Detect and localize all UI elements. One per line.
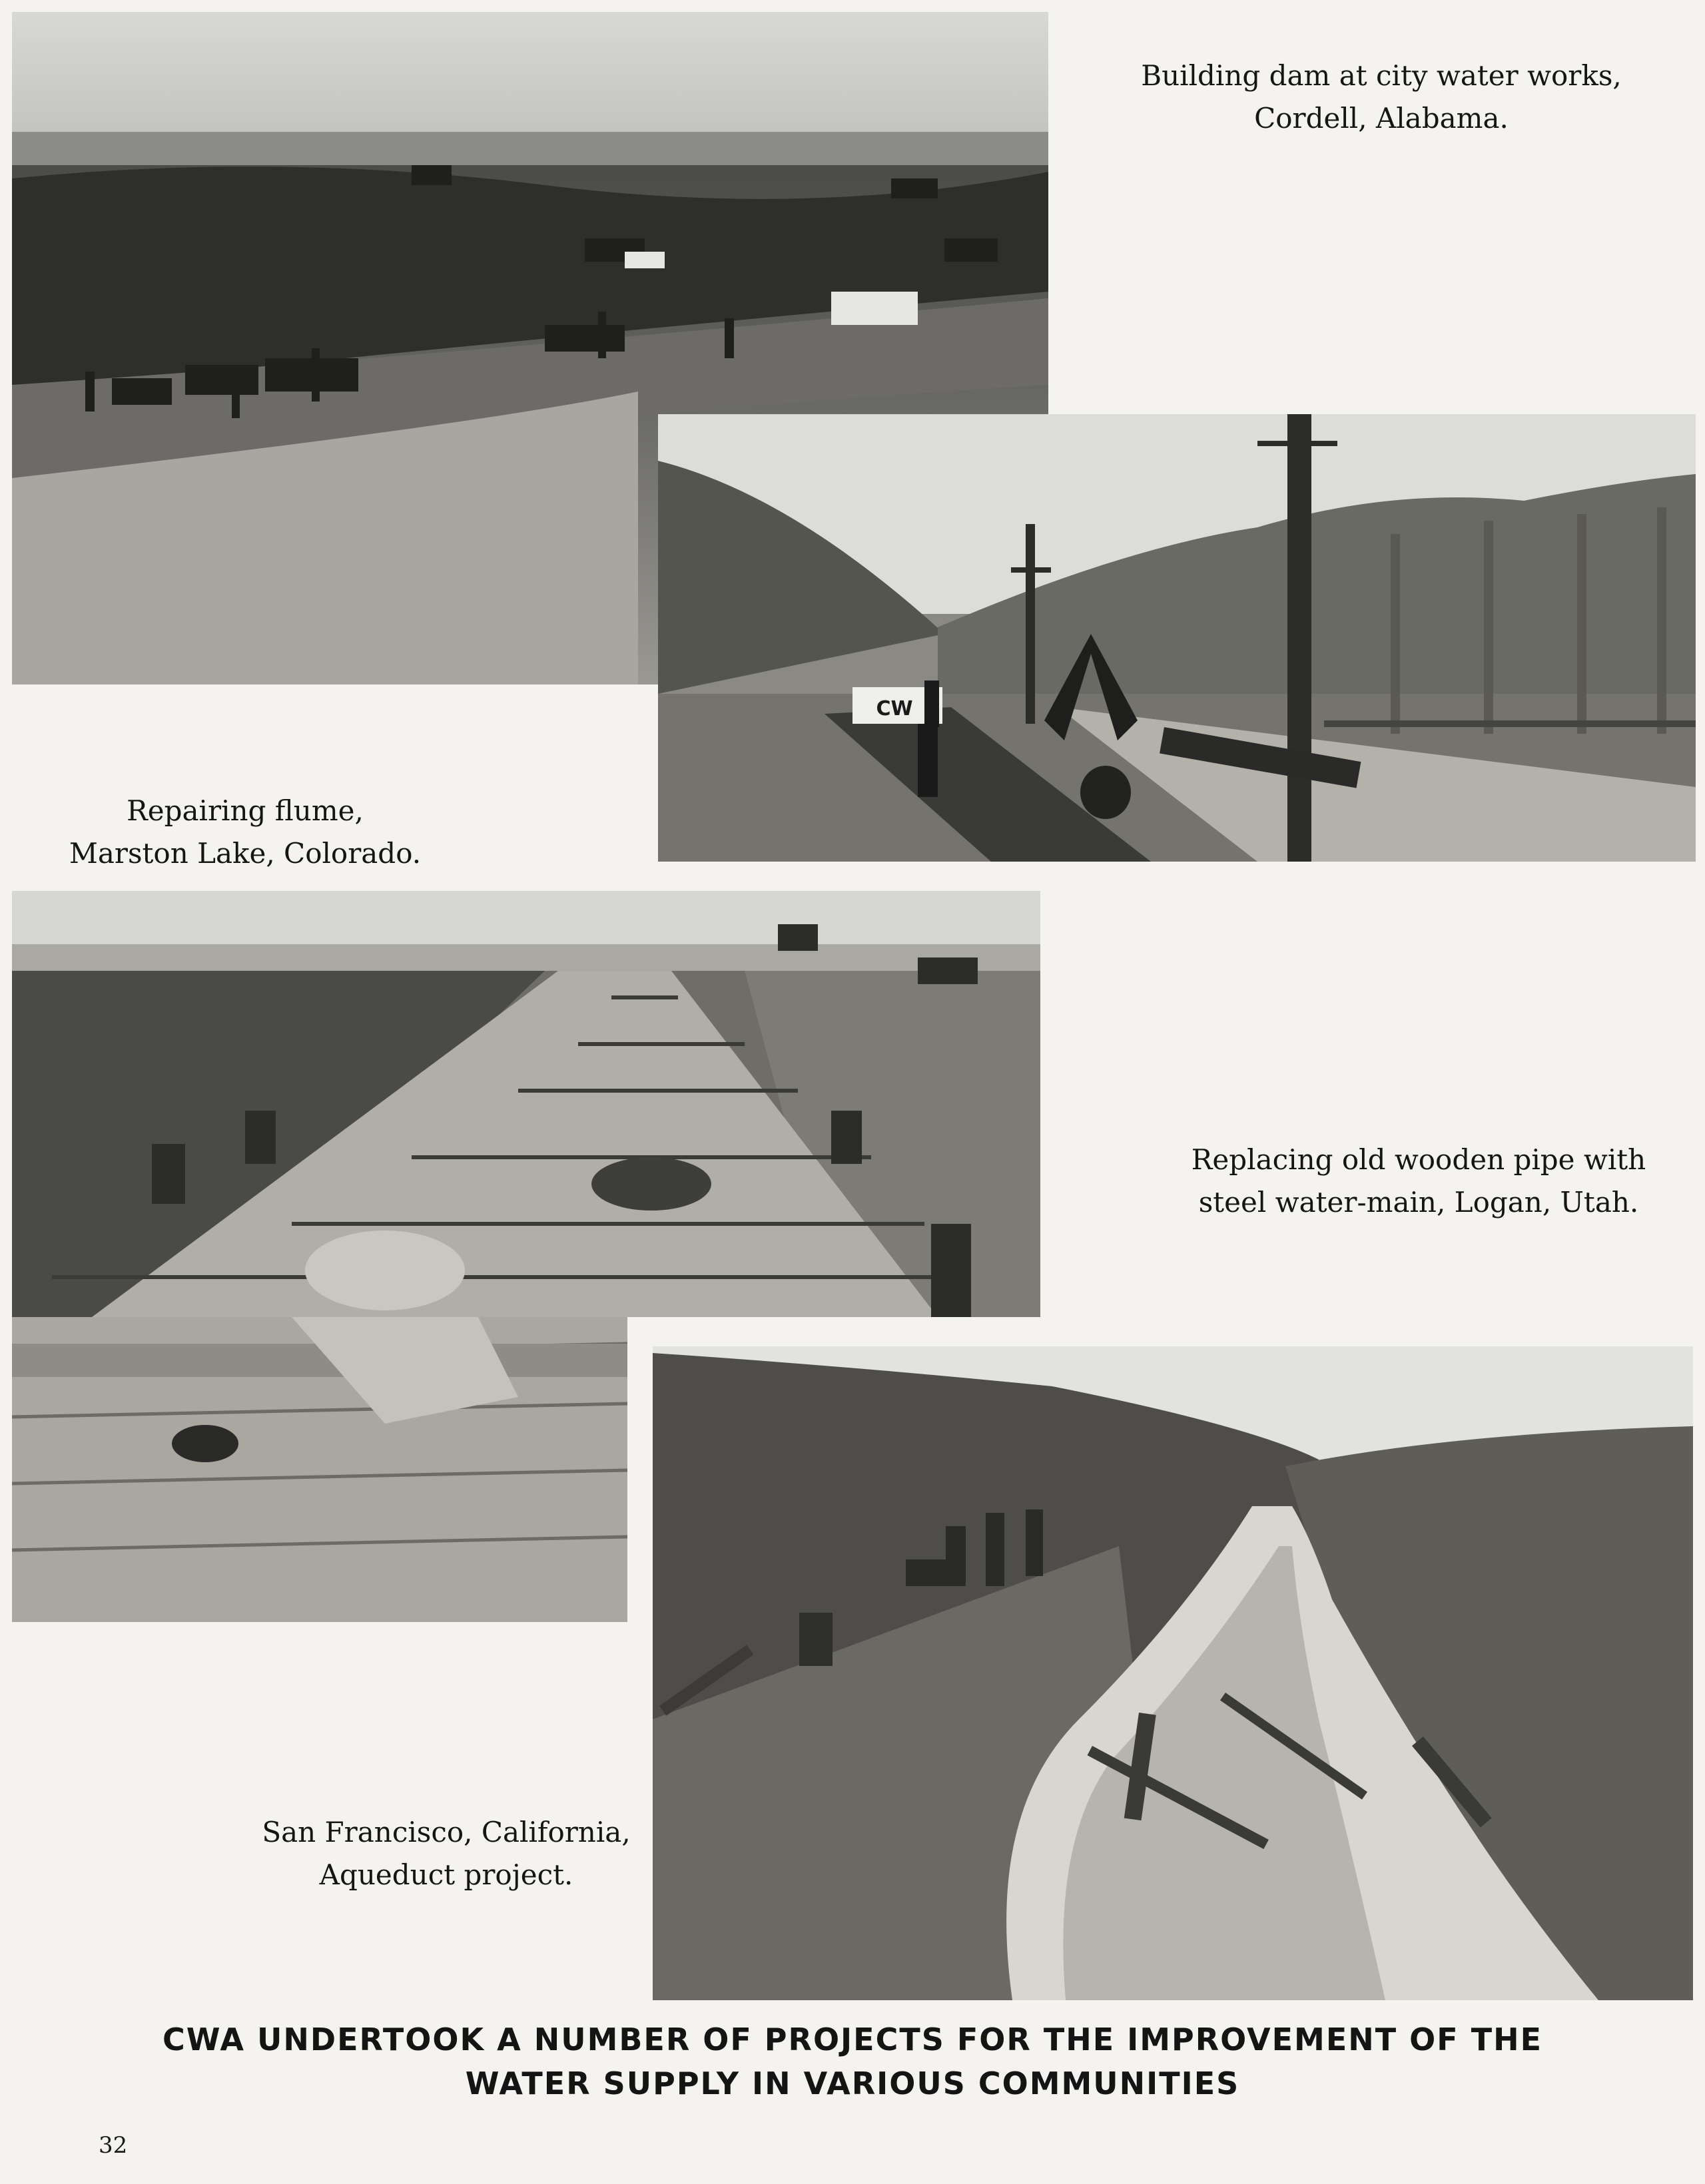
caption-aqueduct-line-1: San Francisco, California, — [262, 1816, 631, 1848]
caption-flume — [12, 790, 478, 875]
caption-flume-line-1: Repairing flume, — [127, 794, 364, 827]
caption-dam-line-1: Building dam at city water works, — [1141, 59, 1622, 92]
caption-pipe-line-1: Replacing old wooden pipe with — [1191, 1143, 1646, 1176]
caption-aqueduct — [253, 1811, 639, 1896]
headline-line-1: CWA UNDERTOOK A NUMBER OF PROJECTS FOR THE IMPROVEMENT OF THE — [163, 2022, 1542, 2057]
caption-aqueduct-line-2: Aqueduct project. — [319, 1858, 573, 1891]
caption-dam-line-2: Cordell, Alabama. — [1254, 102, 1509, 135]
caption-pipe — [1132, 1139, 1705, 1224]
photo-aqueduct — [653, 1346, 1693, 2000]
headline-line-2: WATER SUPPLY IN VARIOUS COMMUNITIES — [465, 2065, 1240, 2101]
page-headline — [0, 2018, 1705, 2105]
photo-flume-interior — [12, 1317, 627, 1622]
photo-pipe-replacement — [658, 414, 1696, 862]
caption-dam — [1048, 55, 1705, 140]
caption-pipe-line-2: steel water-main, Logan, Utah. — [1198, 1186, 1639, 1219]
sign-text: CW — [876, 697, 913, 720]
page-number: 32 — [99, 2132, 128, 2159]
caption-flume-line-2: Marston Lake, Colorado. — [69, 837, 422, 870]
photo-flume-repair — [12, 891, 1040, 1317]
